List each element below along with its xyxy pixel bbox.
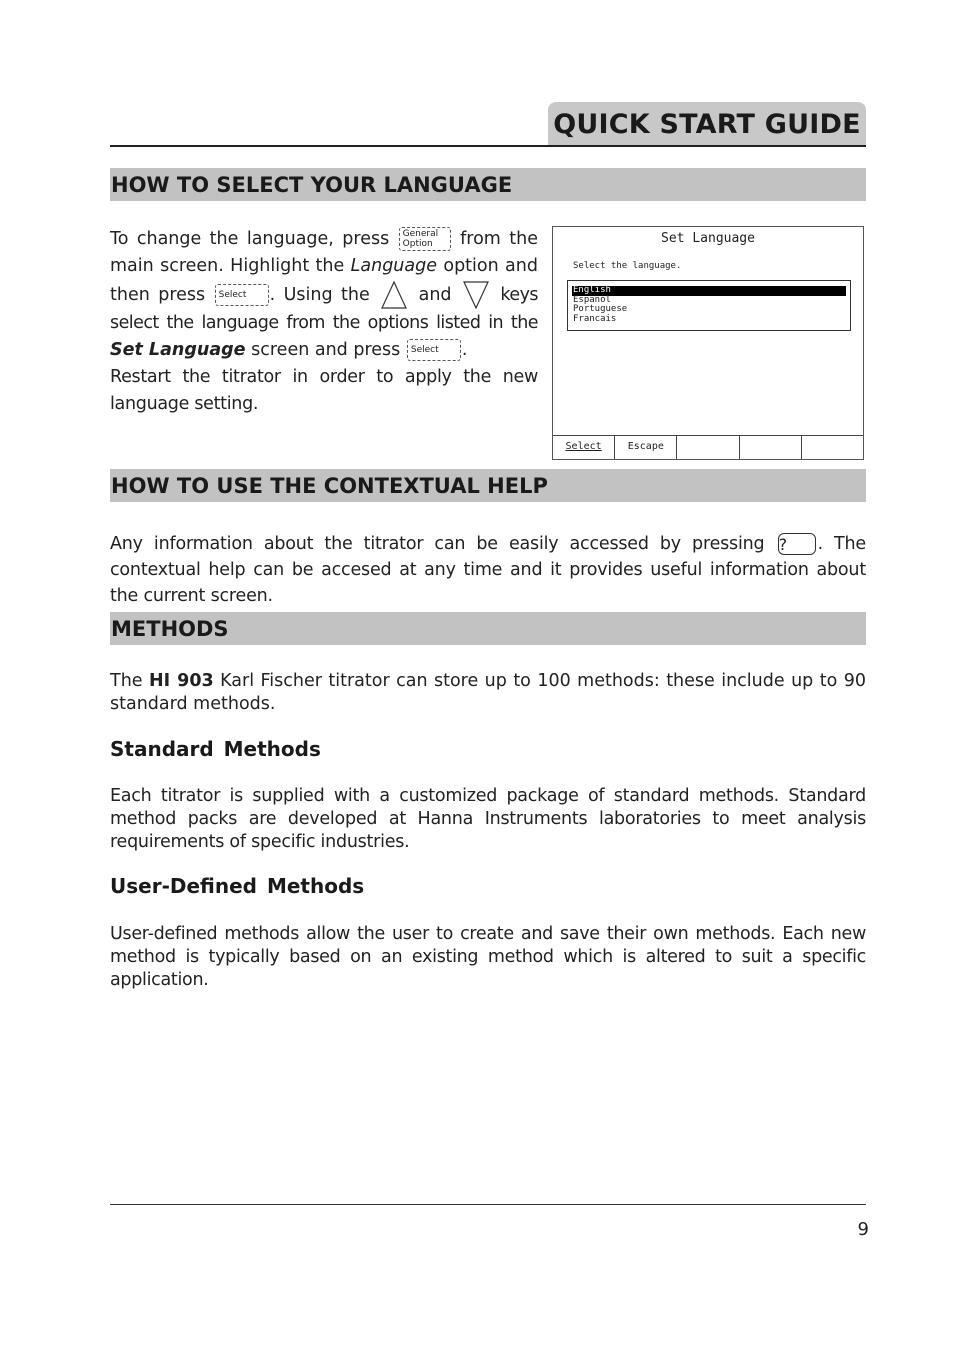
section-title-language: HOW TO SELECT YOUR LANGUAGE (110, 168, 866, 201)
text-fragment: Karl Fischer titrator can store up to 100 methods: these include up to 90 standard methods. (110, 671, 866, 714)
text-fragment: . (461, 340, 468, 360)
text-fragment: . Using the (269, 285, 370, 305)
standard-methods-text: Each titrator is supplied with a customized package of standard methods. Standard method packs are developed at Hanna Instruments laboratories to meet analysis requirements of specific industries. (110, 786, 866, 852)
text-fragment: . The contextual help can be accesed at any time and it provides useful information about the current screen. (110, 534, 866, 606)
text-fragment: and (418, 285, 452, 305)
screen-subtitle: Select the language. (573, 261, 682, 271)
header-rule (110, 145, 866, 147)
help-paragraph (110, 531, 866, 609)
text-fragment: screen and press (251, 340, 401, 360)
page-number: 9 (857, 1219, 869, 1240)
select-key-icon: Select (215, 284, 269, 306)
user-defined-methods-text: User-defined methods allow the user to create and save their own methods. Each new method is typically based on an existing method which is altered to suit a specific application. (110, 924, 866, 990)
language-option-english[interactable]: English (572, 286, 846, 296)
emphasis-language: Language (350, 256, 437, 276)
general-option-key-icon (399, 227, 451, 251)
methods-intro (110, 670, 866, 716)
user-defined-methods-heading: User-Defined Methods (110, 874, 365, 898)
softkey-escape[interactable]: Escape (615, 436, 677, 459)
softkey-empty-5[interactable] (802, 436, 863, 459)
softkey-select[interactable]: Select (553, 436, 615, 459)
screen-title: Set Language (661, 231, 755, 246)
up-arrow-key-icon (380, 280, 408, 310)
softkey-empty-3[interactable] (677, 436, 739, 459)
language-instructions (110, 226, 538, 418)
text-fragment: option and then press (110, 256, 538, 305)
key-label: Option (402, 239, 433, 249)
text-fragment: Any information about the titrator can be easily accessed by pressing (110, 534, 765, 554)
text-fragment: keys select the language from the options listed in the (110, 285, 538, 333)
text-fragment: from the main screen. Highlight the (110, 229, 538, 276)
standard-methods-heading: Standard Methods (110, 737, 321, 761)
section-title-help: HOW TO USE THE CONTEXTUAL HELP (110, 469, 866, 502)
set-language-screen (552, 226, 864, 460)
softkey-empty-4[interactable] (740, 436, 802, 459)
language-option-espanol[interactable]: Espanol (573, 294, 611, 305)
language-option-francais[interactable]: Francais (573, 313, 617, 324)
language-list (567, 280, 851, 331)
language-option-portuguese[interactable]: Portuguese (573, 304, 628, 314)
guide-title: QUICK START GUIDE (548, 102, 866, 146)
text-fragment: To change the language, press (110, 229, 390, 249)
down-arrow-key-icon (462, 280, 490, 310)
help-key-icon: ? (778, 533, 816, 555)
text-fragment: The (110, 671, 143, 691)
key-label: General (402, 229, 439, 239)
model-name: HI 903 (149, 671, 214, 691)
footer-rule (110, 1204, 866, 1205)
softkey-bar (553, 435, 863, 459)
restart-note: Restart the titrator in order to apply the new language setting. (110, 367, 538, 414)
select-key-icon: Select (407, 339, 461, 361)
emphasis-set-language: Set Language (110, 340, 246, 360)
section-title-methods: METHODS (110, 612, 866, 645)
